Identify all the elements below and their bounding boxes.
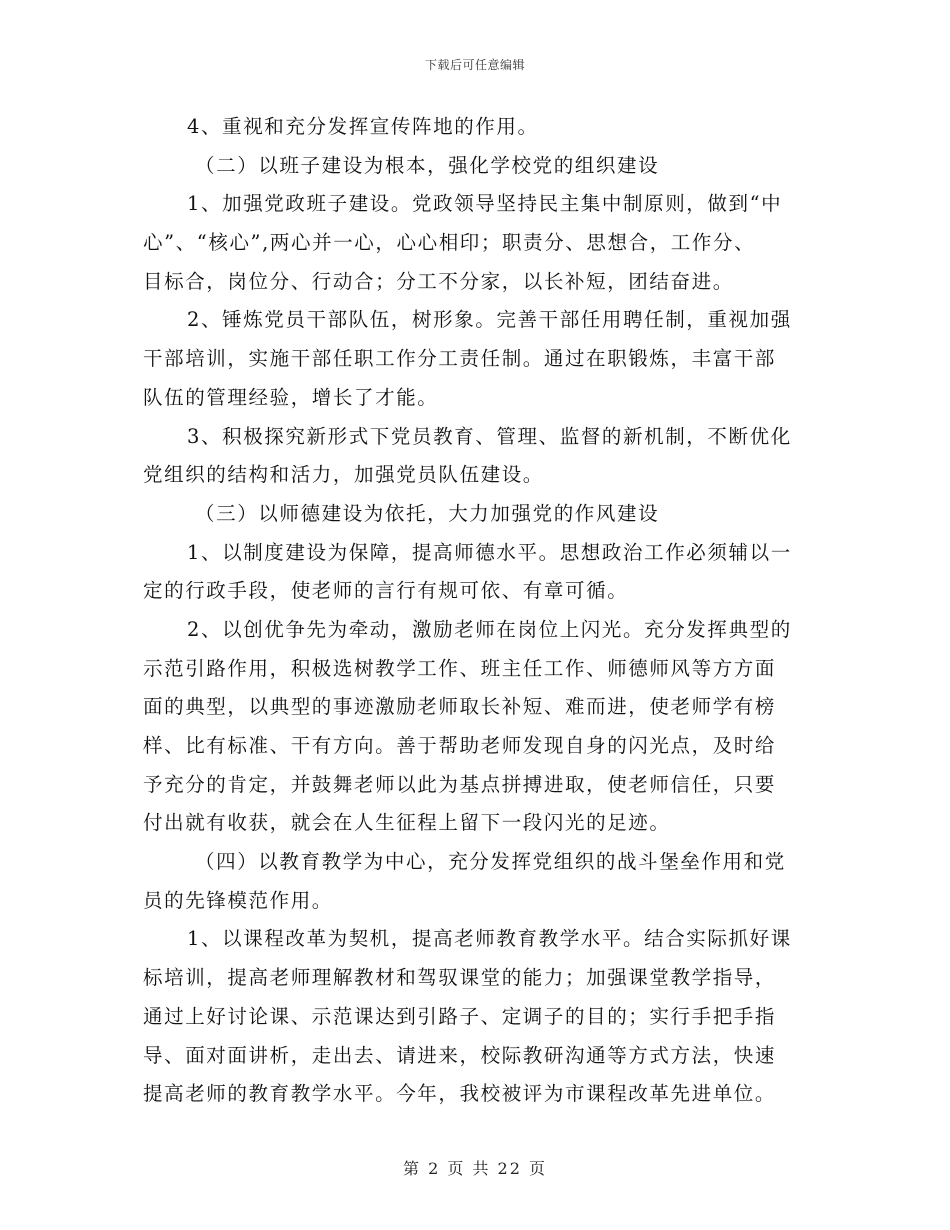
text-line: 通过上好讨论课、示范课达到引路子、定调子的目的；实行手把手指 — [143, 1004, 777, 1028]
text-line: 1、以课程改革为契机，提高老师教育教学水平。结合实际抓好课 — [187, 927, 792, 951]
text-line: 予充分的肯定，并鼓舞老师以此为基点拼搏进取，使老师信任，只要 — [143, 772, 777, 796]
text-line: 1、以制度建设为保障，提高师德水平。思想政治工作必须辅以一 — [187, 540, 792, 564]
text-line: 面的典型，以典型的事迹激励老师取长补短、难而进，使老师学有榜 — [143, 695, 777, 719]
text-line: 队伍的管理经验，增长了才能。 — [143, 385, 439, 409]
text-line: 定的行政手段，使老师的言行有规可依、有章可循。 — [143, 579, 629, 603]
text-line: 付出就有收获，就会在人生征程上留下一段闪光的足迹。 — [143, 811, 671, 835]
text-line: 目标合，岗位分、行动合；分工不分家，以长补短，团结奋进。 — [143, 269, 734, 293]
text-line: 提高老师的教育教学水平。今年，我校被评为市课程改革先进单位。 — [143, 1082, 777, 1106]
text-line: 4、重视和充分发挥宣传阵地的作用。 — [187, 115, 539, 138]
text-line: （四）以教育教学为中心，充分发挥党组织的战斗堡垒作用和党 — [195, 850, 786, 874]
text-line: 心”、“核心”,两心并一心，心心相印；职责分、思想合，工作分、 — [143, 231, 756, 255]
text-line: 示范引路作用，积极选树教学工作、班主任工作、师德师风等方方面 — [143, 656, 777, 680]
page-header: 下载后可任意编辑 — [424, 58, 525, 72]
text-line: 1、加强党政班子建设。党政领导坚持民主集中制原则，做到“中 — [187, 192, 783, 216]
text-line: 2、锤炼党员干部队伍，树形象。完善干部任用聘任制，重视加强 — [187, 308, 792, 332]
page-footer: 第 2 页 共 22 页 — [403, 1159, 547, 1178]
text-line: 2、以创优争先为牵动，激励老师在岗位上闪光。充分发挥典型的 — [187, 617, 792, 641]
text-line: 3、积极探究新形式下党员教育、管理、监督的新机制，不断优化 — [187, 424, 792, 448]
text-line: 导、面对面讲析，走出去、请进来，校际教研沟通等方式方法，快速 — [143, 1043, 777, 1067]
text-line: （三）以师德建设为依托，大力加强党的作风建设 — [195, 501, 660, 525]
document-body — [143, 108, 809, 1114]
text-line: （二）以班子建设为根本，强化学校党的组织建设 — [195, 153, 660, 177]
text-line: 干部培训，实施干部任职工作分工责任制。通过在职锻炼，丰富干部 — [143, 347, 777, 371]
text-line: 员的先锋模范作用。 — [143, 888, 333, 912]
text-line: 样、比有标准、干有方向。善于帮助老师发现自身的闪光点，及时给 — [143, 734, 777, 757]
text-line: 标培训，提高老师理解教材和驾驭课堂的能力；加强课堂教学指导， — [143, 966, 777, 990]
text-line: 党组织的结构和活力，加强党员队伍建设。 — [143, 463, 544, 487]
